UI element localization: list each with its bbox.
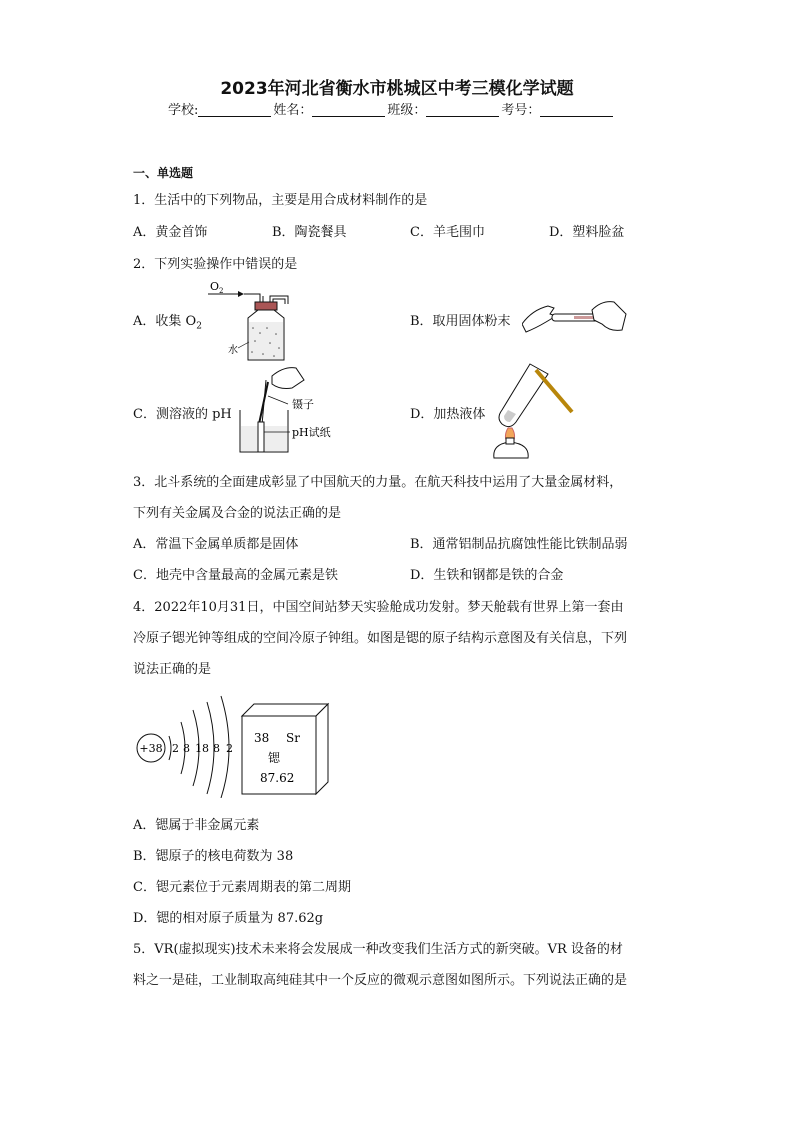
page-title: 2023年河北省衡水市桃城区中考三模化学试题 (220, 79, 574, 99)
school-blank[interactable] (198, 104, 271, 117)
powder-sampling-figure (522, 296, 630, 340)
element-symbol: Sr (286, 731, 300, 745)
q3-option-c: C．地壳中含量最高的金属元素是铁 (133, 568, 338, 583)
q4-stem-line-1: 4．2022年10月31日，中国空间站梦天实验舱成功发射。梦天舱载有世界上第一套由 (133, 600, 624, 615)
atomic-mass: 87.62 (260, 771, 295, 785)
q1-option-c: C．羊毛围巾 (410, 225, 485, 240)
q4-option-b: B．锶原子的核电荷数为 38 (133, 849, 294, 864)
svg-text:18: 18 (195, 742, 209, 755)
svg-text:水: 水 (228, 345, 238, 356)
q5-stem-line-1: 5．VR(虚拟现实)技术未来将会发展成一种改变我们生活方式的新突破。VR 设备的材 (133, 942, 623, 957)
q1-option-d: D．塑料脸盆 (549, 225, 625, 240)
svg-text:8: 8 (213, 742, 220, 755)
exam-number-label: 考号： (501, 103, 541, 118)
svg-text:pH试纸: pH试纸 (292, 426, 331, 439)
q2-option-d: D．加热液体 (410, 407, 486, 422)
q4-option-d: D．锶的相对原子质量为 87.62g (133, 911, 324, 926)
q1-option-b: B．陶瓷餐具 (272, 225, 347, 240)
svg-text:镊子: 镊子 (292, 398, 314, 411)
class-blank[interactable] (426, 104, 499, 117)
element-info-cube (240, 702, 330, 796)
class-label: 班级： (387, 103, 427, 118)
q4-stem-line-2: 冷原子锶光钟等组成的空间冷原子钟组。如图是锶的原子结构示意图及有关信息，下列 (133, 631, 628, 646)
svg-text:8: 8 (183, 742, 190, 755)
name-label: 姓名： (273, 103, 313, 118)
section-heading: 一、单选题 (133, 166, 194, 180)
svg-text:2: 2 (172, 742, 179, 755)
gas-collection-figure (200, 278, 300, 362)
ph-test-figure (232, 366, 362, 458)
liquid-heating-figure (486, 360, 582, 460)
q3-stem-line-1: 3．北斗系统的全面建成彰显了中国航天的力量。在航天科技中运用了大量金属材料， (133, 475, 623, 490)
atomic-number: 38 (254, 731, 270, 745)
q5-stem-line-2: 料之一是硅，工业制取高纯硅其中一个反应的微观示意图如图所示。下列说法正确的是 (133, 973, 628, 988)
strontium-atom-diagram (135, 692, 245, 798)
q4-option-c: C．锶元素位于元素周期表的第二周期 (133, 880, 351, 895)
svg-text:2: 2 (226, 742, 233, 755)
name-blank[interactable] (312, 104, 385, 117)
q3-option-a: A．常温下金属单质都是固体 (133, 537, 299, 552)
q4-option-a: A．锶属于非金属元素 (133, 818, 260, 833)
header-fields (168, 104, 615, 117)
q2-option-c: C．测溶液的 pH (133, 407, 232, 422)
q2-option-b: B．取用固体粉末 (410, 314, 511, 329)
q3-option-d: D．生铁和钢都是铁的合金 (410, 568, 564, 583)
q3-option-b: B．通常铝制品抗腐蚀性能比铁制品弱 (410, 537, 628, 552)
nucleus-charge: +38 (139, 742, 163, 755)
element-name: 锶 (268, 751, 281, 765)
exam-number-blank[interactable] (540, 104, 613, 117)
q3-stem-line-2: 下列有关金属及合金的说法正确的是 (133, 506, 342, 521)
q2-option-a: A．收集 $O_2$ (133, 314, 202, 332)
school-label: 学校: (168, 103, 199, 118)
q1-stem: 1．生活中的下列物品，主要是用合成材料制作的是 (133, 193, 428, 208)
q2-stem: 2．下列实验操作中错误的是 (133, 257, 298, 272)
q4-stem-line-3: 说法正确的是 (133, 662, 212, 677)
svg-text:2: 2 (219, 287, 224, 295)
q1-option-a: A．黄金首饰 (133, 225, 208, 240)
svg-text:O: O (210, 280, 220, 293)
